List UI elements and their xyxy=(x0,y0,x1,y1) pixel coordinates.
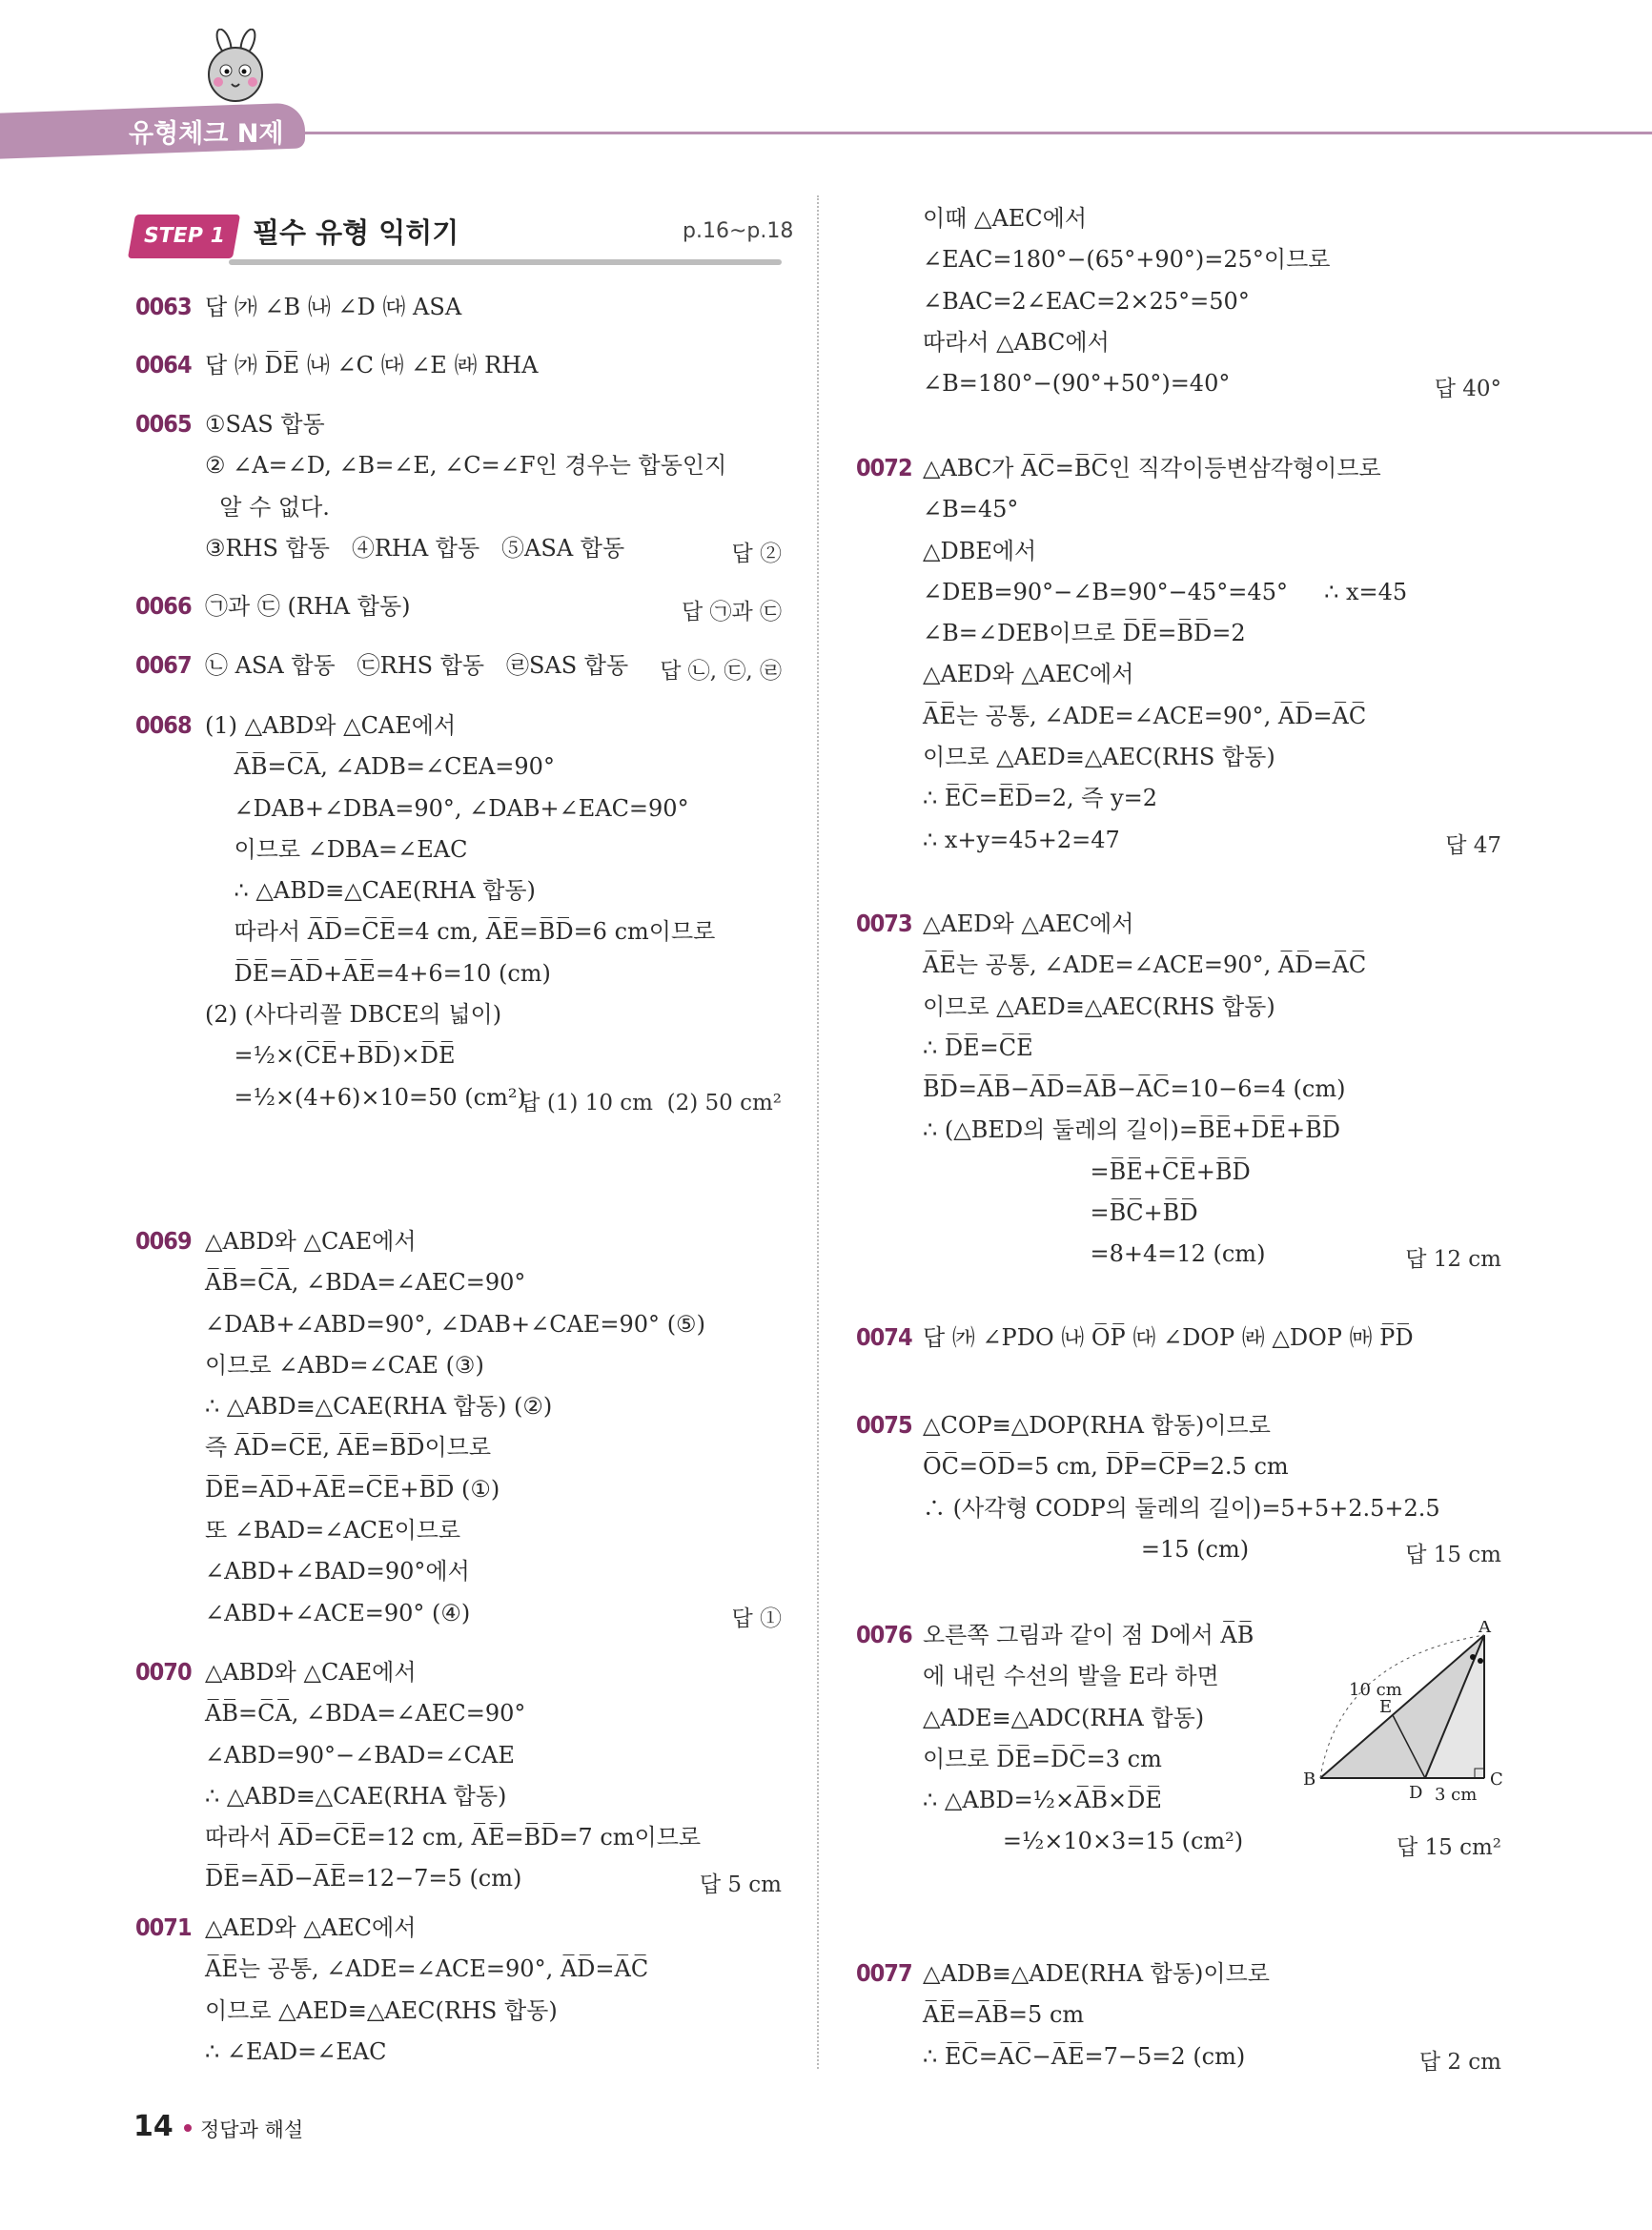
solution-line: 알 수 없다. xyxy=(205,493,330,521)
solution-line: △ABD와 △CAE에서 xyxy=(205,1659,417,1686)
problem-number: 0070 xyxy=(135,1658,192,1686)
solution-line: A̅B̅=C̅A̅, ∠BDA=∠AEC=90° xyxy=(205,1269,526,1297)
problem-number: 0075 xyxy=(856,1411,912,1439)
solution-line: D̅E̅=A̅D̅+A̅E̅=C̅E̅+B̅D̅ (①) xyxy=(205,1475,500,1503)
solution-line: A̅E̅=A̅B̅=5 cm xyxy=(923,2001,1085,2029)
solution-block xyxy=(923,198,1330,404)
solution-line: 답 ㈎ ∠B ㈏ ∠D ㈐ ASA xyxy=(205,294,462,320)
solution-line: △AED와 △AEC에서 xyxy=(923,661,1134,688)
triangle-figure xyxy=(1301,1621,1511,1802)
solution-line: 답 ㈎ D̅E̅ ㈏ ∠C ㈐ ∠E ㈑ RHA xyxy=(205,352,539,378)
solution-line: ∴ E̅C̅=E̅D̅=2, 즉 y=2 xyxy=(923,785,1158,812)
solution-block xyxy=(923,1405,1440,1570)
solution-line: 따라서 A̅D̅=C̅E̅=12 cm, A̅E̅=B̅D̅=7 cm이므로 xyxy=(205,1824,702,1852)
answer-label: 답 12 cm xyxy=(1405,1247,1501,1273)
problem-number: 0072 xyxy=(856,454,912,481)
solution-line: ∴ (사각형 CODP의 둘레의 길이)=5+5+2.5+2.5 xyxy=(923,1494,1440,1522)
solution-line: ∠DEB=90°−∠B=90°−45°=45° ∴ x=45 xyxy=(923,578,1408,605)
answer-label: 답 (1) 10 cm (2) 50 cm² xyxy=(519,1090,782,1115)
solution-line: B̅D̅=A̅B̅−A̅D̅=A̅B̅−A̅C̅=10−6=4 (cm) xyxy=(923,1075,1346,1103)
answer-label: 답 40° xyxy=(1434,377,1501,402)
problem-number: 0077 xyxy=(856,1959,912,1987)
solution-line: 이므로 ∠ABD=∠CAE (③) xyxy=(205,1351,484,1379)
solution-line: A̅B̅=C̅A̅, ∠BDA=∠AEC=90° xyxy=(205,1700,526,1728)
solution-line: 따라서 △ABC에서 xyxy=(923,328,1110,356)
solution-block xyxy=(923,1318,1414,1359)
solution-line: △ABD와 △CAE에서 xyxy=(205,1228,417,1255)
solution-line: ∴ (△BED의 둘레의 길이)=B̅E̅+D̅E̅+B̅D̅ xyxy=(923,1116,1340,1144)
footer-bullet xyxy=(184,2124,192,2132)
answer-label: 답 15 cm xyxy=(1405,1542,1501,1567)
solution-line: D̅E̅=A̅D̅−A̅E̅=12−7=5 (cm) xyxy=(205,1865,522,1892)
solution-line: △ABC가 A̅C̅=B̅C̅인 직각이등변삼각형이므로 xyxy=(923,455,1381,481)
solution-line: △COP≡△DOP(RHA 합동)이므로 xyxy=(923,1412,1271,1439)
header-rule xyxy=(286,132,1652,134)
solution-line: ∠ABD+∠ACE=90° (④) xyxy=(205,1599,471,1626)
solution-line: ∠DAB+∠ABD=90°, ∠DAB+∠CAE=90° (⑤) xyxy=(205,1310,705,1338)
fig-label-b: B xyxy=(1303,1770,1316,1790)
header-title: 유형체크 N제 xyxy=(129,119,284,149)
column-divider xyxy=(817,195,819,2069)
fig-label-a: A xyxy=(1479,1621,1491,1637)
solution-line: 답 ㈎ ∠PDO ㈏ O̅P̅ ㈐ ∠DOP ㈑ △DOP ㈒ P̅D̅ xyxy=(923,1324,1414,1351)
solution-line: ㉡ ASA 합동 ㉢RHS 합동 ㉣SAS 합동 xyxy=(205,652,629,679)
solution-line: ∴ x+y=45+2=47 xyxy=(923,826,1120,853)
fig-label-10cm: 10 cm xyxy=(1349,1680,1402,1700)
solution-block xyxy=(923,1954,1270,2077)
solution-line: ∴ ∠EAD=∠EAC xyxy=(205,2037,387,2065)
solution-line: 이므로 △AED≡△AEC(RHS 합동) xyxy=(923,992,1275,1020)
problem-number: 0074 xyxy=(856,1323,912,1351)
fig-label-d: D xyxy=(1409,1783,1423,1802)
solution-line: ㉠과 ㉢ (RHA 합동) xyxy=(205,593,411,620)
answer-label: 답 ② xyxy=(731,541,782,566)
solution-block xyxy=(205,645,628,686)
fig-label-3cm: 3 cm xyxy=(1435,1785,1478,1802)
solution-block xyxy=(923,1615,1254,1863)
answer-label: 답 5 cm xyxy=(699,1872,782,1897)
solution-line: 즉 A̅D̅=C̅E̅, A̅E̅=B̅D̅이므로 xyxy=(205,1434,492,1462)
solution-line: A̅E̅는 공통, ∠ADE=∠ACE=90°, A̅D̅=A̅C̅ xyxy=(205,1955,649,1983)
solution-line: 이므로 ∠DBA=∠EAC xyxy=(205,835,468,863)
solution-line: ∴ △ABD≡△CAE(RHA 합동) xyxy=(205,877,536,905)
solution-line: (1) △ABD와 △CAE에서 xyxy=(205,712,457,739)
solution-line: ∴ △ABD=½×A̅B̅×D̅E̅ xyxy=(923,1787,1162,1814)
solution-line: =½×(C̅E̅+B̅D̅)×D̅E̅ xyxy=(205,1042,456,1070)
answer-label: 답 ㉡, ㉢, ㉣ xyxy=(660,659,782,684)
step-title: 필수 유형 익히기 xyxy=(253,216,459,249)
answer-label: 답 47 xyxy=(1445,832,1501,858)
solution-line: ∠B=45° xyxy=(923,496,1019,523)
fig-label-c: C xyxy=(1490,1770,1503,1790)
fig-label-e: E xyxy=(1379,1697,1393,1717)
solution-line: ∴ △ABD≡△CAE(RHA 합동) xyxy=(205,1782,507,1810)
solution-line: D̅E̅=A̅D̅+A̅E̅=4+6=10 (cm) xyxy=(205,959,551,987)
solution-line: ∠B=180°−(90°+50°)=40° xyxy=(923,370,1231,398)
answer-label: 답 ㉠과 ㉢ xyxy=(681,600,782,624)
solution-line: 이므로 △AED≡△AEC(RHS 합동) xyxy=(205,1996,558,2024)
answer-label: 답 2 cm xyxy=(1418,2049,1501,2075)
solution-block xyxy=(923,448,1407,861)
problem-number: 0067 xyxy=(135,651,192,679)
solution-line: =B̅E̅+C̅E̅+B̅D̅ xyxy=(923,1157,1251,1185)
solution-line: △AED와 △AEC에서 xyxy=(205,1914,417,1941)
problem-number: 0073 xyxy=(856,910,912,937)
problem-number: 0066 xyxy=(135,592,192,620)
solution-line: ∠ABD=90°−∠BAD=∠CAE xyxy=(205,1741,515,1769)
solution-line: =½×10×3=15 (cm²) xyxy=(923,1828,1244,1855)
solution-line: ∠EAC=180°−(65°+90°)=25°이므로 xyxy=(923,246,1331,274)
step-page-range: p.16~p.18 xyxy=(683,219,794,243)
problem-number: 0064 xyxy=(135,351,192,378)
solution-line: O̅C̅=O̅D̅=5 cm, D̅P̅=C̅P̅=2.5 cm xyxy=(923,1453,1289,1481)
solution-line: △DBE에서 xyxy=(923,537,1037,564)
solution-block xyxy=(205,706,715,1118)
solution-line: =B̅C̅+B̅D̅ xyxy=(923,1199,1198,1227)
solution-line: (2) (사다리꼴 DBCE의 넓이) xyxy=(205,1001,502,1029)
solution-line: △ADB≡△ADE(RHA 합동)이므로 xyxy=(923,1960,1270,1987)
problem-number: 0068 xyxy=(135,711,192,739)
solution-line: 에 내린 수선의 발을 E라 하면 xyxy=(923,1663,1219,1690)
solution-line: ∠ABD+∠BAD=90°에서 xyxy=(205,1558,470,1586)
solution-line: ∠B=∠DEB이므로 D̅E̅=B̅D̅=2 xyxy=(923,620,1246,647)
solution-line: ∴ D̅E̅=C̅E̅ xyxy=(923,1033,1033,1061)
problem-number: 0063 xyxy=(135,293,192,320)
solution-block xyxy=(205,1221,705,1634)
page-number: 14 xyxy=(133,2110,173,2143)
solution-line: =8+4=12 (cm) xyxy=(923,1240,1266,1268)
solution-line: ①SAS 합동 xyxy=(205,411,325,438)
solution-line: ∴ △ABD≡△CAE(RHA 합동) (②) xyxy=(205,1393,553,1421)
answer-label: 답 ① xyxy=(731,1606,782,1631)
solution-line: A̅B̅=C̅A̅, ∠ADB=∠CEA=90° xyxy=(205,753,555,781)
solution-block xyxy=(205,1908,648,2073)
solution-line: ∴ E̅C̅=A̅C̅−A̅E̅=7−5=2 (cm) xyxy=(923,2042,1246,2070)
solution-line: 따라서 A̅D̅=C̅E̅=4 cm, A̅E̅=B̅D̅=6 cm이므로 xyxy=(205,918,716,946)
answer-label: 답 15 cm² xyxy=(1396,1834,1501,1860)
solution-line: △AED와 △AEC에서 xyxy=(923,910,1134,937)
solution-line: A̅E̅는 공통, ∠ADE=∠ACE=90°, A̅D̅=A̅C̅ xyxy=(923,951,1367,979)
solution-line: 이므로 △AED≡△AEC(RHS 합동) xyxy=(923,744,1275,771)
solution-line: =15 (cm) xyxy=(923,1535,1250,1563)
solution-block xyxy=(205,287,461,328)
solution-line: 또 ∠BAD=∠ACE이므로 xyxy=(205,1517,461,1545)
problem-number: 0071 xyxy=(135,1913,192,1941)
step-underline xyxy=(229,259,782,265)
solution-line: 이므로 D̅E̅=D̅C̅=3 cm xyxy=(923,1745,1162,1772)
solution-block xyxy=(205,586,411,627)
solution-line: ③RHS 합동 ④RHA 합동 ⑤ASA 합동 xyxy=(205,534,625,562)
solution-line: ② ∠A=∠D, ∠B=∠E, ∠C=∠F인 경우는 합동인지 xyxy=(205,452,727,480)
problem-number: 0069 xyxy=(135,1227,192,1255)
solution-line: ∠BAC=2∠EAC=2×25°=50° xyxy=(923,287,1250,315)
solution-line: ∠DAB+∠DBA=90°, ∠DAB+∠EAC=90° xyxy=(205,794,689,822)
solution-line: A̅E̅는 공통, ∠ADE=∠ACE=90°, A̅D̅=A̅C̅ xyxy=(923,702,1367,729)
solution-block xyxy=(923,904,1366,1276)
mascot-icon xyxy=(195,29,281,114)
problem-number: 0076 xyxy=(856,1621,912,1648)
solution-block xyxy=(205,404,726,569)
problem-number: 0065 xyxy=(135,410,192,438)
solution-line: △ADE≡△ADC(RHA 합동) xyxy=(923,1704,1205,1731)
solution-block xyxy=(205,1652,701,1900)
solution-line: =½×(4+6)×10=50 (cm²) xyxy=(205,1083,526,1111)
footer-label: 정답과 해설 xyxy=(200,2118,304,2141)
step-badge: STEP 1 xyxy=(128,215,240,258)
solution-block xyxy=(205,345,538,386)
solution-line: 오른쪽 그림과 같이 점 D에서 A̅B̅ xyxy=(923,1622,1254,1648)
solution-line: 이때 △AEC에서 xyxy=(923,205,1088,232)
